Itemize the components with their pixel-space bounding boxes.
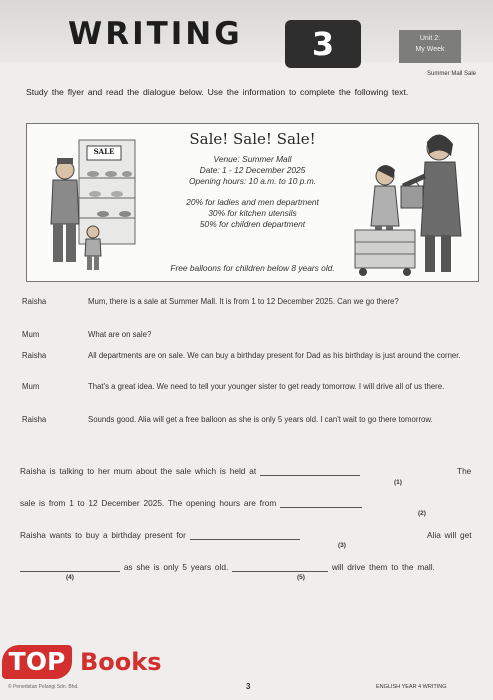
exercise-text: as she is only 5 years old. xyxy=(123,562,229,572)
exercise-text: will drive them to the mall. xyxy=(331,562,435,572)
speaker: Raisha xyxy=(22,415,47,424)
answer-blank-5[interactable] xyxy=(232,571,328,572)
shoppers-illustration xyxy=(345,126,475,278)
dialogue-line xyxy=(22,350,482,374)
exercise-line-2 xyxy=(20,498,480,508)
unit-subtitle: Summer Mall Sale xyxy=(426,71,476,77)
answer-blank-2[interactable] xyxy=(280,507,362,508)
line-text: Mum, there is a sale at Summer Mall. It is from 1 to 12 December 2025. Can we go there? xyxy=(88,297,399,306)
logo-top: TOP xyxy=(2,645,72,679)
exercise-text: Alia will get xyxy=(427,530,472,540)
answer-blank-4[interactable] xyxy=(20,571,120,572)
section-number: 3 xyxy=(285,20,361,68)
flyer-offer-1: 20% for ladies and men department xyxy=(186,197,319,207)
instructions: Study the flyer and read the dialogue below. Use the information to complete the following text. xyxy=(26,87,409,97)
book-title: ENGLISH YEAR 4 WRITING xyxy=(376,684,447,690)
unit-line-2: My Week xyxy=(415,46,445,53)
exercise-line-4 xyxy=(20,562,480,572)
answer-blank-3[interactable] xyxy=(190,539,300,540)
flyer-note: Free balloons for children below 8 years old. xyxy=(170,263,335,273)
speaker: Mum xyxy=(22,330,40,339)
shop-sign: SALE xyxy=(93,147,115,156)
line-text: What are on sale? xyxy=(88,330,152,339)
unit-line-1: Unit 2: xyxy=(419,35,441,42)
publisher-text: © Penerbitan Pelangi Sdn. Bhd. xyxy=(8,684,79,690)
exercise-text: sale is from 1 to 12 December 2025. The opening hours are from xyxy=(20,498,277,508)
flyer-venue: Venue: Summer Mall xyxy=(213,154,292,164)
line-text: That's a great idea. We need to tell your younger sister to get ready tomorrow. I will drive all of us there. xyxy=(88,382,445,391)
exercise-text: Raisha is talking to her mum about the sale which is held at xyxy=(20,466,257,476)
page-title: WRITING xyxy=(68,16,243,52)
blank-number-1: (1) xyxy=(394,479,402,486)
dialogue-line xyxy=(22,329,482,341)
flyer-headline: Sale! Sale! Sale! xyxy=(189,130,316,148)
blank-number-5: (5) xyxy=(297,574,305,581)
blank-number-3: (3) xyxy=(338,542,346,549)
speaker: Mum xyxy=(22,382,40,391)
speaker: Raisha xyxy=(22,297,47,306)
sale-flyer xyxy=(26,123,479,282)
blank-number-4: (4) xyxy=(66,574,74,581)
flyer-offer-2: 30% for kitchen utensils xyxy=(208,208,297,218)
exercise-text: The xyxy=(457,466,472,476)
unit-label xyxy=(399,30,461,63)
logo-books: Books xyxy=(80,648,162,676)
dialogue-line xyxy=(22,381,482,405)
speaker: Raisha xyxy=(22,351,47,360)
flyer-hours: Opening hours: 10 a.m. to 10 p.m. xyxy=(188,176,317,186)
line-text: All departments are on sale. We can buy a birthday present for Dad as his birthday is just around the corner. xyxy=(88,351,461,360)
exercise-line-1 xyxy=(20,466,480,476)
dialogue-line xyxy=(22,296,482,320)
exercise-text: Raisha wants to buy a birthday present for xyxy=(20,530,186,540)
line-text: Sounds good. Alia will get a free balloon as she is only 5 years old. I can't wait to go there tomorrow. xyxy=(88,415,433,424)
dialogue-line xyxy=(22,414,482,438)
page-number: 3 xyxy=(246,682,251,691)
answer-blank-1[interactable] xyxy=(260,475,360,476)
blank-number-2: (2) xyxy=(418,510,426,517)
flyer-date: Date: 1 - 12 December 2025 xyxy=(199,165,306,175)
exercise-line-3 xyxy=(20,530,480,540)
flyer-offer-3: 50% for children department xyxy=(199,219,306,229)
